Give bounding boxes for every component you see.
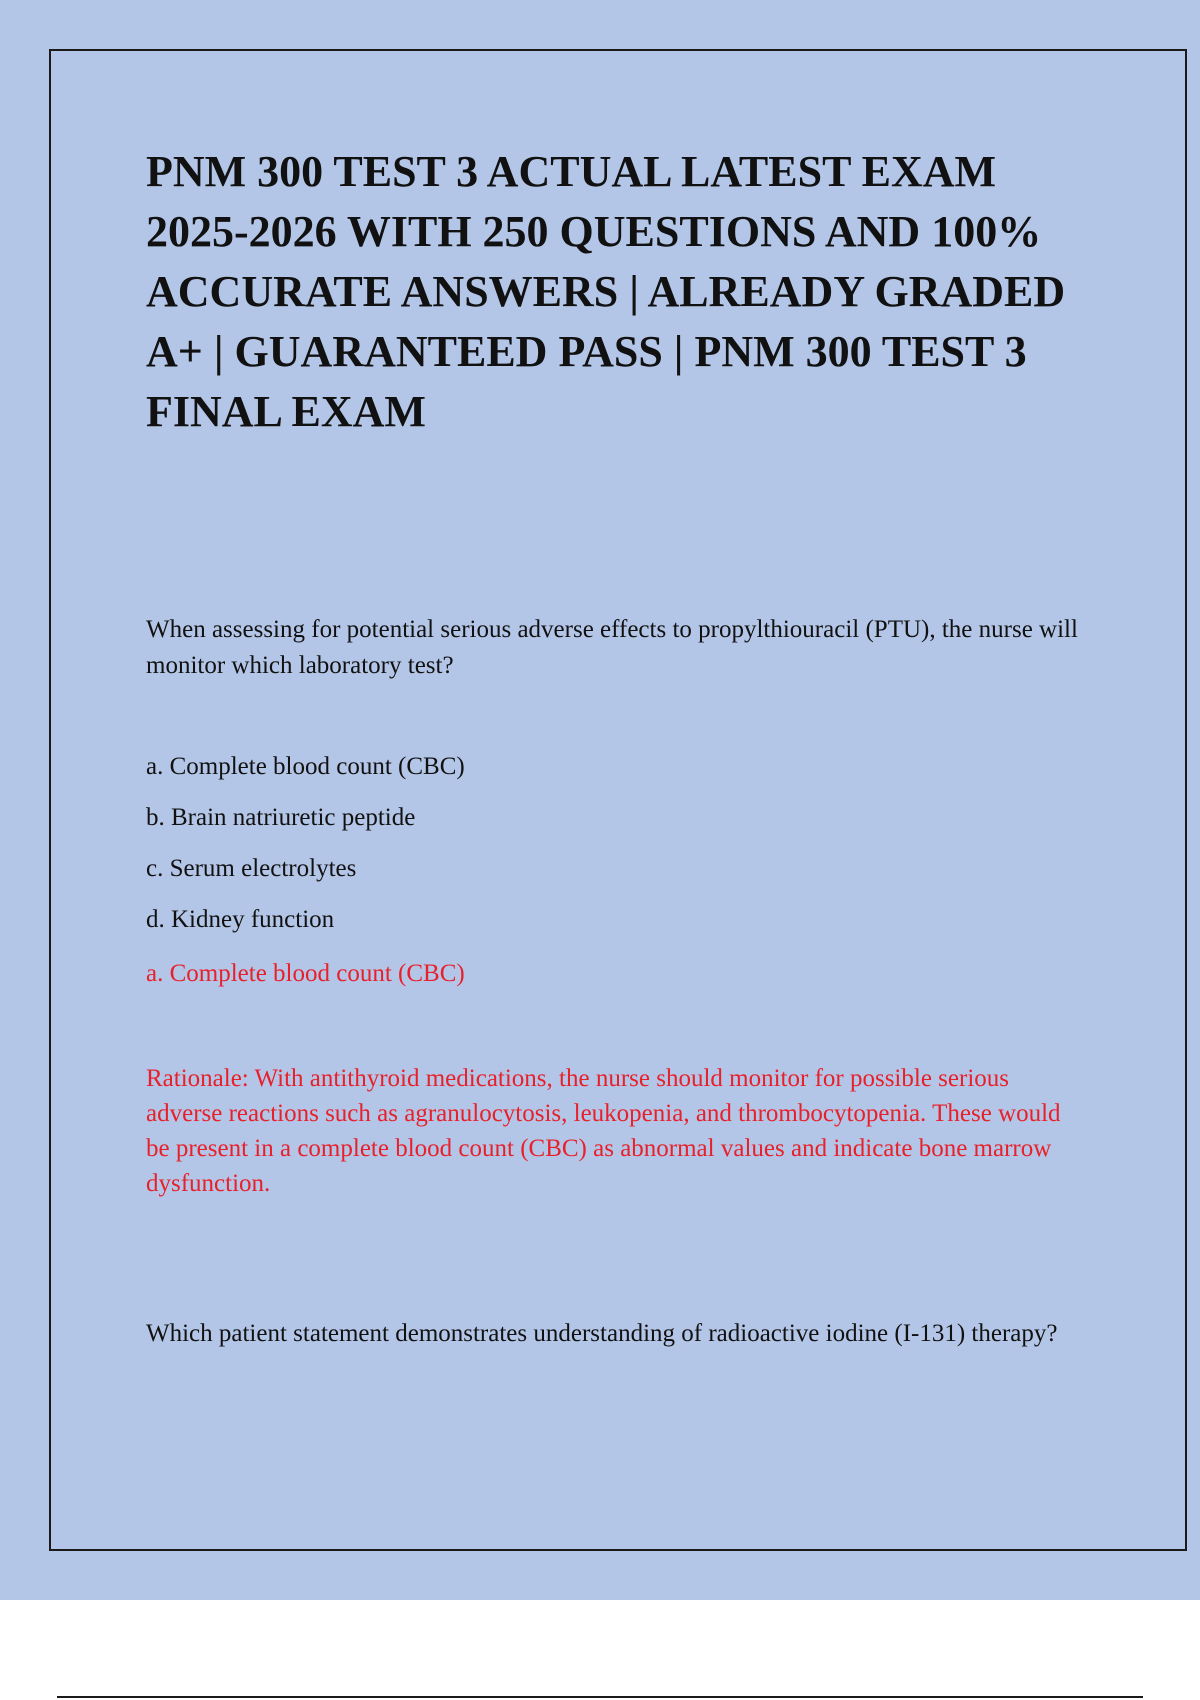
question-2-prompt: Which patient statement demonstrates understanding of radioactive iodine (I-131) therapy? (146, 1320, 1058, 1347)
question-1-rationale: Rationale: With antithyroid medications, the nurse should monitor for possible serious adverse reactions such as agranulocytosis, leukopenia, and thrombocytopenia. These would be present in a complete blood count (CBC) as abnormal values and indicate bone marrow dysfunction. (146, 1065, 1061, 1197)
option-b: b. Brain natriuretic peptide (146, 804, 416, 831)
footer-divider (57, 1696, 1143, 1698)
option-c: c. Serum electrolytes (146, 855, 357, 882)
question-1-options (146, 750, 1046, 954)
option-a: a. Complete blood count (CBC) (146, 753, 465, 780)
question-1-answer: a. Complete blood count (CBC) (146, 960, 465, 987)
document-title: PNM 300 TEST 3 ACTUAL LATEST EXAM 2025-2026 WITH 250 QUESTIONS AND 100% ACCURATE ANSWERS | ALREADY GRADED A+ | GUARANTEED PASS | PNM 300 TEST 3 FINAL EXAM (146, 147, 1066, 436)
question-1-prompt: When assessing for potential serious adverse effects to propylthiouracil (PTU), the nurse will monitor which laboratory test? (146, 616, 1078, 679)
option-d: d. Kidney function (146, 906, 335, 933)
